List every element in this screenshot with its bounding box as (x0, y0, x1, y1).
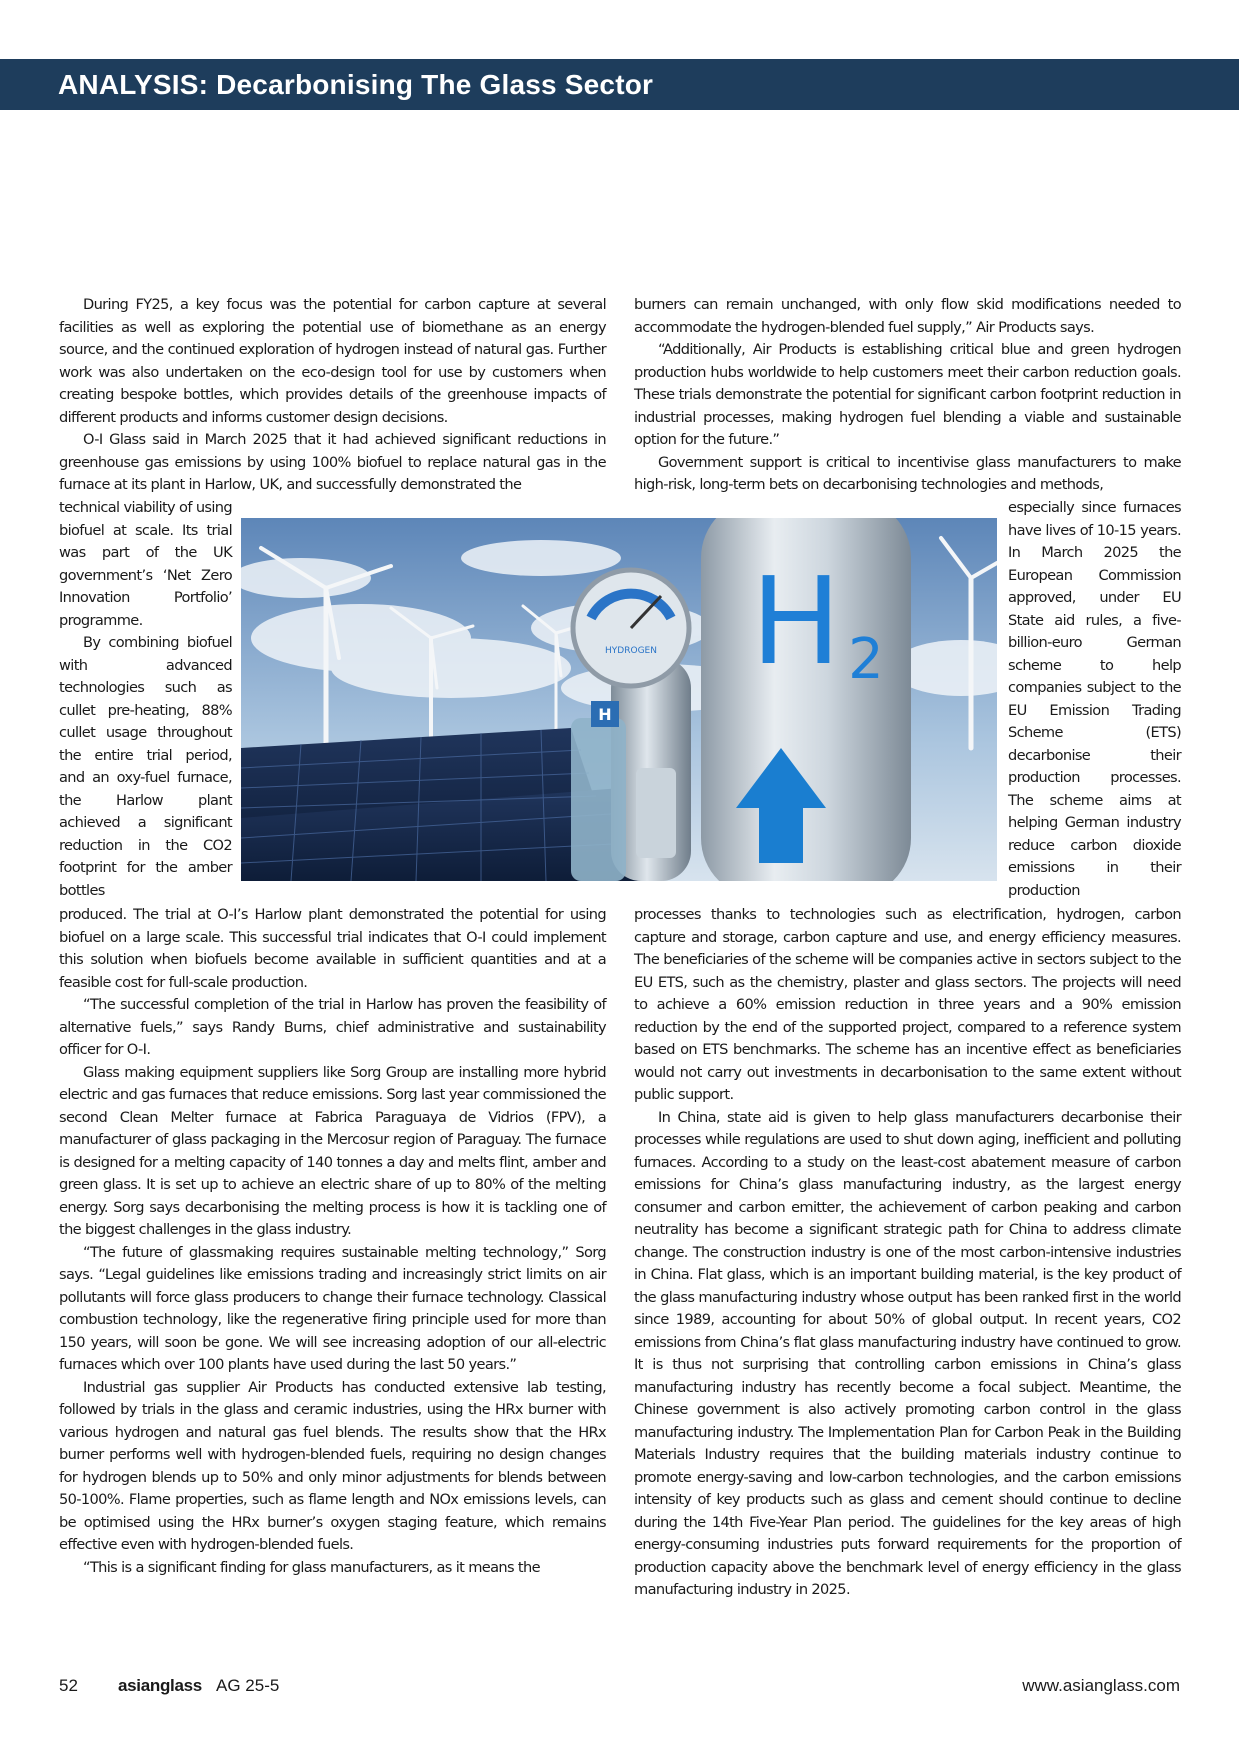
paragraph: “This is a significant finding for glass manufacturers, as it means the (83, 1558, 540, 1576)
website-link[interactable]: www.asianglass.com (1022, 1676, 1180, 1695)
paragraph: Government support is critical to incentivise glass manufacturers to make high-risk, long-term bets on decarbonising technologies and methods, (634, 453, 1181, 493)
paragraph: Glass making equipment suppliers like Sorg Group are installing more hybrid electric and gas furnaces that reduce emissions. Sorg last year commissioned the second Clean Melter furnace at Fabrica Paraguaya de Vidrios (FPV), a manufacturer of glass packaging in the Mercosur region of Paraguay. The furnace is designed for a melting capacity of 140 tonnes a day and melts flint, amber and green glass. It is set up to achieve an electric share of up to 80% of the melting energy. Sorg says decarbonising the melting process is how it is tackling one of the biggest challenges in the glass industry. (59, 1063, 606, 1238)
gauge-label: HYDROGEN (605, 646, 657, 656)
article-column-left-top (59, 294, 606, 497)
tank-h-label: H (598, 705, 612, 724)
paragraph: burners can remain unchanged, with only flow skid modifications needed to accommodate the hydrogen-blended fuel supply,” Air Products says. (634, 296, 1181, 336)
hydrogen-tank (701, 518, 911, 881)
paragraph: especially since furnaces have lives of 10-15 years. In March 2025 the European Commission approved, under EU State aid rules, a five-billion-euro German scheme to help companies subject to the EU Emission Trading Scheme (ETS) decarbonise their production processes. The scheme aims at helping German industry reduce carbon dioxide emissions in their production (1008, 499, 1181, 899)
paragraph: “Additionally, Air Products is establishing critical blue and green hydrogen production hubs worldwide to help customers meet their carbon reduction goals. These trials demonstrate the potential for significant carbon footprint reduction in industrial processes, making hydrogen fuel blending a viable and sustainable option for the future.” (634, 341, 1181, 448)
article-column-left-wrap (59, 497, 232, 902)
paragraph: Industrial gas supplier Air Products has conducted extensive lab testing, followed by trials in the glass and ceramic industries, using the HRx burner with various hydrogen and natural gas fuel blends. The results show that the HRx burner performs well with hydrogen-blended fuels, requiring no design changes for hydrogen blends up to 50% and only minor adjustments for blends between 50-100%. Flame properties, such as flame length and NOx emissions levels, can be optimised using the HRx burner’s oxygen staging feature, which remains effective even with hydrogen-blended fuels. (59, 1378, 606, 1553)
paragraph: “The future of glassmaking requires sustainable melting technology,” Sorg says. “Legal guidelines like emissions trading and increasingly strict limits on air pollutants will force glass producers to change their furnace technology. Classical combustion technology, like the regenerative firing principle used for more than 150 years, will soon be gone. We will see increasing adoption of our all-electric furnaces which over 100 plants have used during the last 50 years.” (59, 1243, 606, 1373)
section-header (0, 59, 1239, 110)
page-footer (0, 1676, 1239, 1706)
magazine-name: asianglass (118, 1676, 202, 1695)
paragraph: In China, state aid is given to help glass manufacturers decarbonise their processes while regulations are used to shut down aging, inefficient and polluting furnaces. According to a study on the least-cost abatement measure of carbon emissions for China’s glass manufacturing industry, as the largest energy consumer and carbon emitter, the achievement of carbon peaking and carbon neutrality has become a significant strategic path for China to address climate change. The construction industry is one of the most carbon-intensive industries in China. Flat glass, which is an important building material, is the key product of the glass manufacturing industry whose output has been ranked first in the world since 1989, accounting for about 50% of global output. In recent years, CO2 emissions from China’s flat glass manufacturing industry have continued to grow. It is thus not surprising that controlling carbon emissions in China’s glass manufacturing industry has recently become a focal subject. Meantime, the Chinese government is also actively promoting carbon control in the glass manufacturing industry. The Implementation Plan for Carbon Peak in the Building Materials Industry requires that the building materials industry continue to promote energy-saving and low-carbon technologies, and the carbon emissions intensity of key products such as glass and cement should continue to decline during the 14th Five-Year Plan period. The guidelines for the key areas of high energy-consuming industries puts forward requirements for the proportion of production capacity above the benchmark level of energy efficiency in the glass manufacturing industry in 2025. (634, 1108, 1181, 1598)
paragraph: produced. The trial at O-I’s Harlow plant demonstrated the potential for using biofuel on a large scale. This successful trial indicates that O-I could implement this solution when biofuels become available in sufficient quantities and at a feasible cost for full-scale production. (59, 906, 606, 991)
h2-symbol: H (750, 553, 842, 692)
article-column-right-top (634, 294, 1181, 497)
hydrogen-illustration (241, 518, 997, 881)
paragraph: technical viability of using biofuel at scale. Its trial was part of the UK government’s ‘Net Zero Innovation Portfolio’ programme. (59, 499, 232, 629)
h2-subscript: 2 (848, 627, 884, 692)
issue-number: AG 25-5 (216, 1676, 280, 1695)
paragraph: During FY25, a key focus was the potential for carbon capture at several facilities as well as exploring the potential use of biomethane as an energy source, and the continued exploration of hydrogen instead of natural gas. Further work was also undertaken on the eco-design tool for use by customers when creating bespoke bottles, which provides details of the greenhouse impacts of different products and informs customer design decisions. (59, 296, 606, 426)
paragraph: “The successful completion of the trial in Harlow has proven the feasibility of alternative fuels,” says Randy Burns, chief administrative and sustainability officer for O-I. (59, 996, 606, 1058)
pressure-gauge-icon (573, 570, 689, 686)
page-number: 52 (59, 1676, 78, 1695)
paragraph: O-I Glass said in March 2025 that it had achieved significant reductions in greenhouse gas emissions by using 100% biofuel to replace natural gas in the furnace at its plant in Harlow, UK, and successfully demonstrated the (59, 431, 606, 493)
paragraph: processes thanks to technologies such as electrification, hydrogen, carbon capture and storage, carbon capture and use, and energy efficiency measures. The beneficiaries of the scheme will be companies active in sectors subject to the EU ETS, such as the chemistry, plaster and glass sectors. The projects will need to achieve a 60% emission reduction in three years and a 90% emission reduction by the end of the supported project, compared to a reference system based on ETS benchmarks. The scheme has an incentive effect as beneficiaries would not carry out investments in decarbonisation to the same extent without public support. (634, 906, 1181, 1103)
article-column-right-wrap (1008, 497, 1181, 902)
article-column-left-bottom (59, 904, 606, 1579)
article-column-right-bottom (634, 904, 1181, 1602)
paragraph: By combining biofuel with advanced technologies such as cullet pre-heating, 88% cullet usage throughout the entire trial period, and an oxy-fuel furnace, the Harlow plant achieved a significant reduction in the CO2 footprint for the amber bottles (59, 634, 232, 899)
page-title: ANALYSIS: Decarbonising The Glass Sector (58, 69, 654, 100)
